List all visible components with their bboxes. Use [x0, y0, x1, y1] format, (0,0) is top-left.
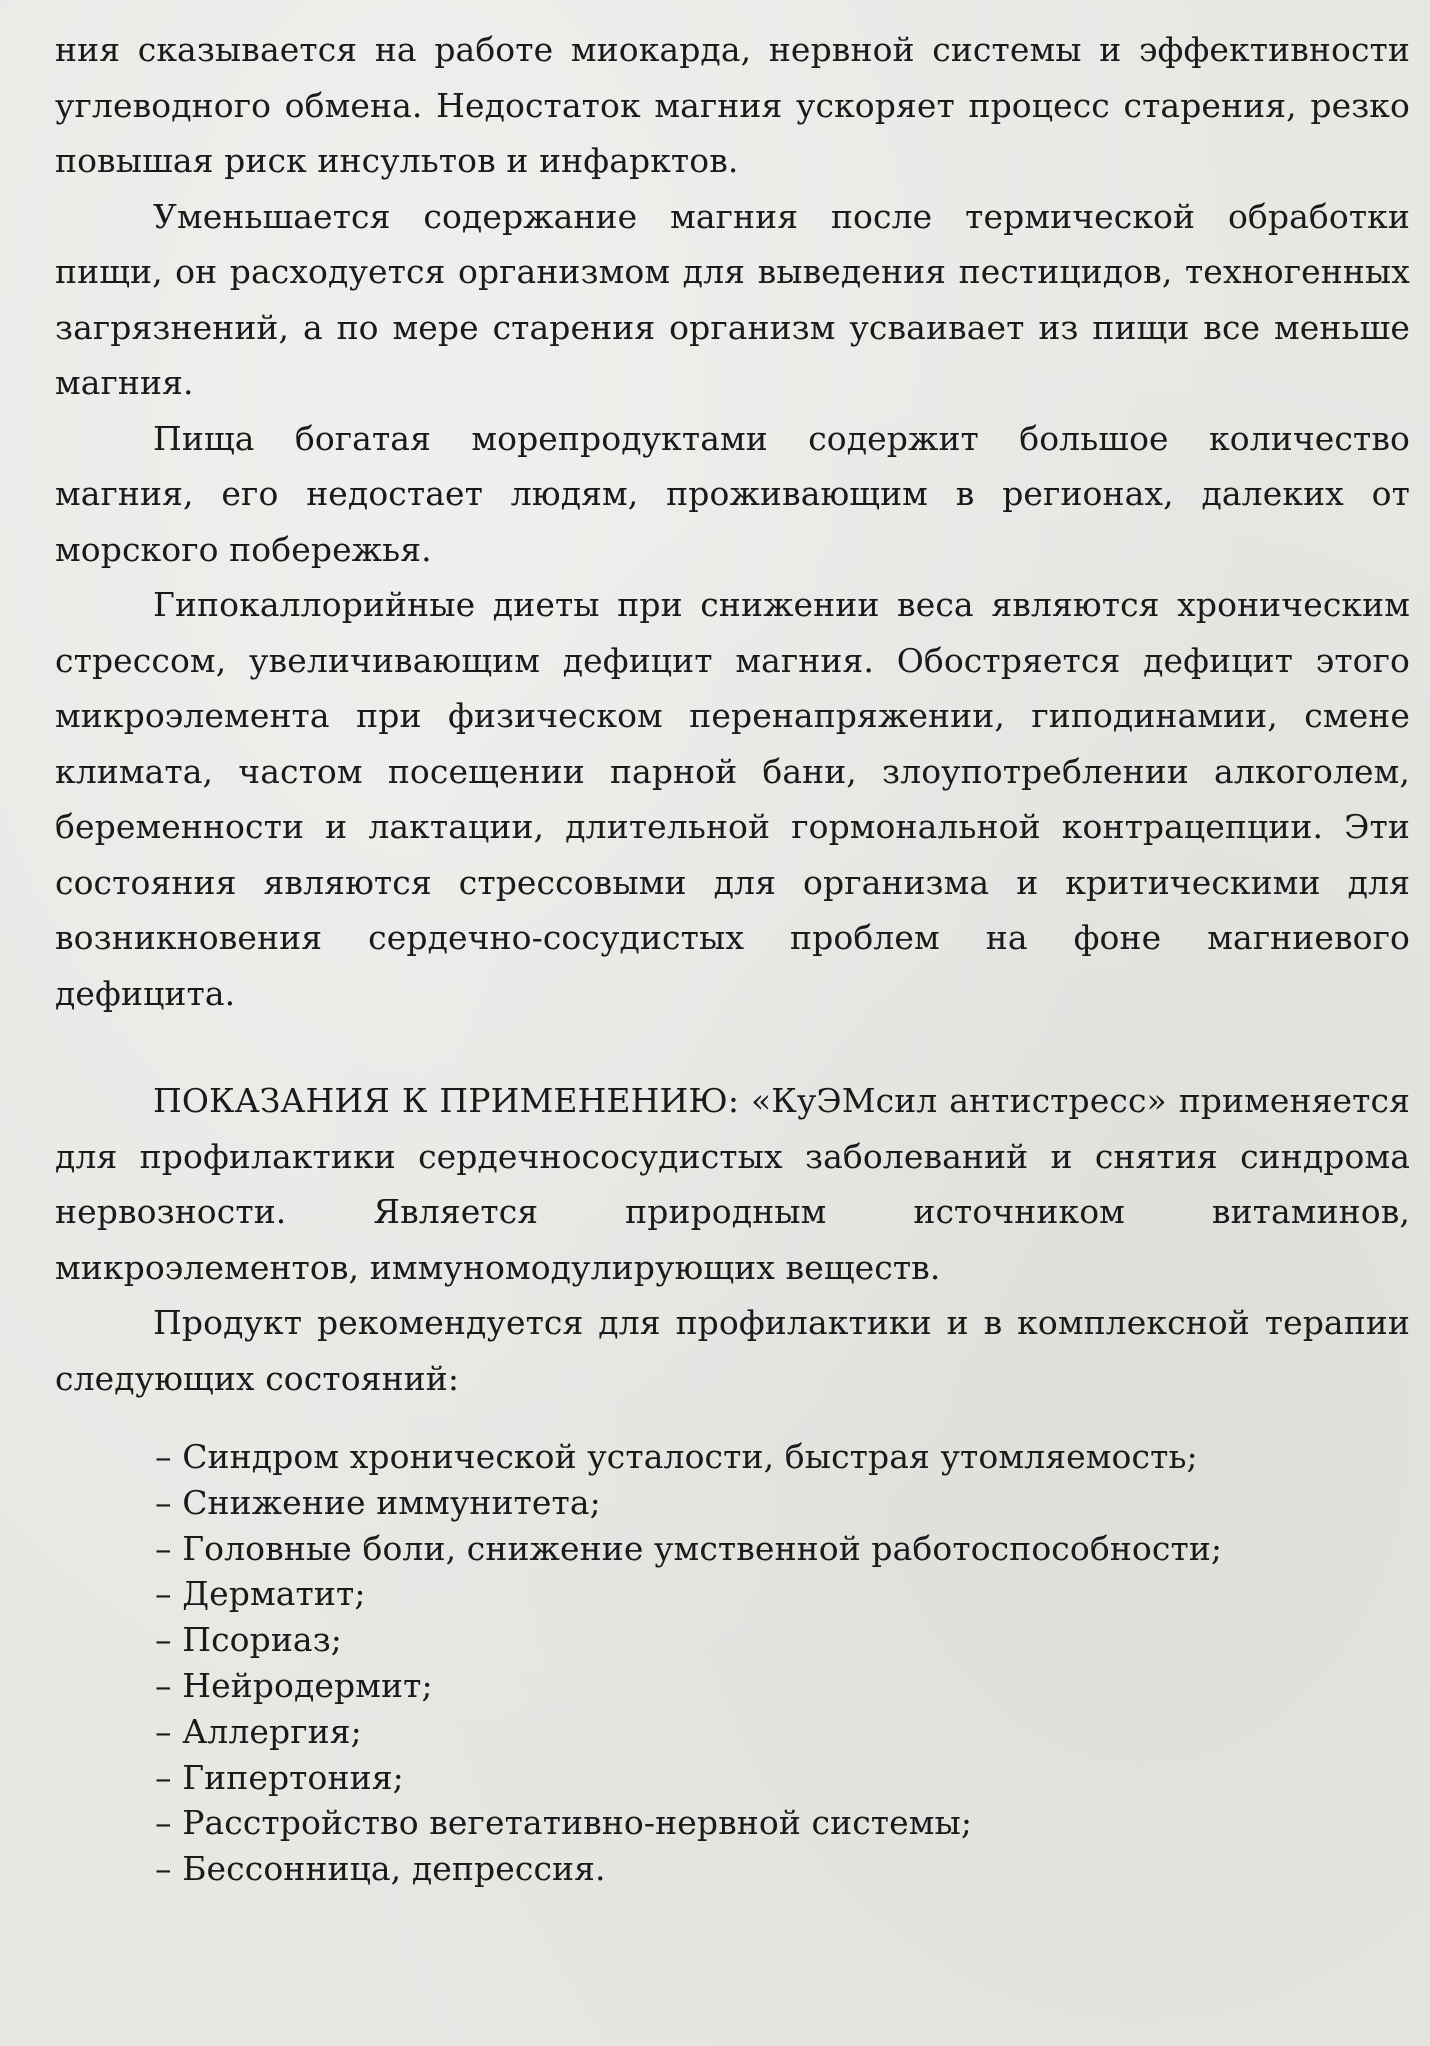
section-gap [55, 1021, 1410, 1073]
list-item: – Синдром хронической усталости, быстрая утомляемость; [155, 1437, 1198, 1476]
list-item: – Аллергия; [155, 1711, 362, 1751]
list-item: – Нейродермит; [155, 1665, 433, 1705]
list-item: – Гипертония; [155, 1757, 404, 1797]
list-item: – Расстройство вегетативно-нервной системы; [155, 1803, 973, 1843]
paragraph-diets-stress: Гипокаллорийные диеты при снижении веса являются хроническим стрессом, увеличивающим дефицит магния. Обостряется дефицит этого микроэлемента при физическом перенапряжении, гиподинамии, смене климата, частом посещении парной бани, злоупотреблении алкоголем, беременности и лактации, длительной гормональной контрацепции. Эти состояния являются стрессовыми для организма и критическими для возникновения сердечно-сосудистых проблем на фоне магниевого дефицита. [55, 585, 1410, 1013]
paragraph-seafood: Пища богатая морепродуктами содержит большое количество магния, его недостает людям, проживающим в регионах, далеких от морского побережья. [55, 418, 1410, 569]
paragraph-indications: ПОКАЗАНИЯ К ПРИМЕНЕНИЮ: «КуЭМсил антистресс» применяется для профилактики сердечнососудистых заболеваний и снятия синдрома нервозности. Является природным источником витаминов, микроэлементов, иммуномодулирующих веществ. [55, 1081, 1410, 1287]
paragraph-magnesium-loss: Уменьшается содержание магния после термической обработки пищи, он расходуется организмом для выведения пестицидов, техногенных загрязнений, а по мере старения организм усваивает из пищи все меньше магния. [55, 196, 1410, 402]
list-item: – Дерматит; [155, 1574, 366, 1614]
list-item: – Снижение иммунитета; [155, 1482, 601, 1522]
paragraph-magnesium-effects: ния сказывается на работе миокарда, нервной системы и эффективности углеводного обмена. Недостаток магния ускоряет процесс старения, резко повышая риск инсультов и инфарктов. [55, 30, 1410, 180]
list-item: – Псориаз; [155, 1620, 343, 1660]
list-gap [55, 1406, 1410, 1434]
conditions-list [55, 1434, 1410, 1892]
paragraph-recommended: Продукт рекомендуется для профилактики и в комплексной терапии следующих состояний: [55, 1303, 1410, 1398]
list-item: – Головные боли, снижение умственной работоспособности; [155, 1528, 1223, 1568]
list-item: – Бессонница, депрессия. [155, 1849, 606, 1889]
page-text [55, 22, 1410, 1892]
